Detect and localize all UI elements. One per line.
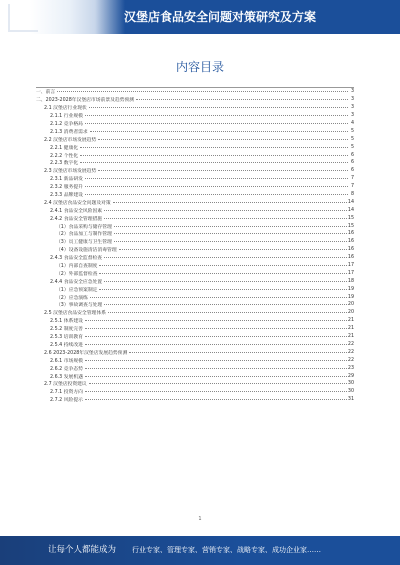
toc-entry-text: 2.2.2 个性化	[50, 153, 79, 159]
toc-entry-text: 2.3.1 新品研发	[50, 177, 83, 183]
toc-entry-page: 14	[347, 199, 354, 205]
toc-leader-dots	[90, 297, 347, 298]
toc-entry[interactable]	[36, 135, 354, 143]
table-of-contents	[36, 88, 354, 404]
toc-leader-dots	[104, 210, 347, 211]
toc-leader-dots	[104, 257, 347, 258]
toc-leader-dots	[98, 170, 348, 171]
toc-entry-page: 7	[350, 184, 354, 190]
toc-entry-text: 2.1.1 行业规模	[50, 114, 83, 120]
toc-entry-page: 17	[347, 270, 354, 276]
toc-entry[interactable]	[36, 396, 354, 404]
toc-entry-page: 5	[350, 128, 354, 134]
toc-entry[interactable]	[36, 112, 354, 120]
footer-slogan: 让每个人都能成为	[48, 545, 117, 555]
toc-entry-page: 23	[347, 365, 354, 371]
toc-entry[interactable]	[36, 191, 354, 199]
toc-entry[interactable]	[36, 341, 354, 349]
toc-entry-text: （1）应急预案制定	[56, 287, 98, 293]
toc-leader-dots	[104, 281, 347, 282]
toc-entry-page: 18	[347, 278, 354, 284]
toc-entry[interactable]	[36, 285, 354, 293]
toc-entry-page: 6	[350, 168, 354, 174]
toc-entry-text: （4）设备设施清洁消毒管理	[56, 248, 117, 254]
toc-leader-dots	[114, 241, 347, 242]
toc-entry[interactable]	[36, 198, 354, 206]
toc-leader-dots	[99, 289, 346, 290]
toc-entry-page: 17	[347, 263, 354, 269]
toc-entry-page: 19	[347, 286, 354, 292]
toc-entry[interactable]	[36, 293, 354, 301]
toc-entry-page: 21	[347, 318, 354, 324]
toc-entry-page: 5	[350, 144, 354, 150]
toc-title: 内容目录	[175, 60, 224, 74]
toc-entry[interactable]	[36, 143, 354, 151]
toc-entry[interactable]	[36, 262, 354, 270]
toc-entry-text: （1）内部自查制度	[56, 264, 98, 270]
toc-entry-text: 2.4.4 食品安全应急处置	[50, 279, 103, 285]
toc-leader-dots	[85, 344, 347, 345]
toc-entry-page: 16	[347, 231, 354, 237]
toc-leader-dots	[98, 139, 348, 140]
toc-entry-text: 2.6 2023-2028年汉堡店发展趋势预测	[44, 350, 128, 356]
toc-entry[interactable]	[36, 348, 354, 356]
toc-entry[interactable]	[36, 269, 354, 277]
toc-entry-page: 19	[347, 294, 354, 300]
toc-leader-dots	[85, 186, 348, 187]
toc-entry-text: 2.6.3 发展机遇	[50, 374, 83, 380]
toc-leader-dots	[85, 194, 348, 195]
toc-leader-dots	[90, 131, 348, 132]
toc-entry-page: 21	[347, 334, 354, 340]
toc-entry[interactable]	[36, 333, 354, 341]
toc-entry-text: 2.2 汉堡店市场发展趋势	[44, 137, 97, 143]
toc-entry[interactable]	[36, 238, 354, 246]
toc-entry-page: 15	[347, 223, 354, 229]
toc-leader-dots	[85, 320, 347, 321]
toc-entry[interactable]	[36, 309, 354, 317]
toc-leader-dots	[85, 123, 348, 124]
toc-entry-text: 2.5.3 培训教育	[50, 335, 83, 341]
toc-entry-text: 2.4 汉堡店食品安全问题及对策	[44, 200, 111, 206]
toc-entry[interactable]	[36, 151, 354, 159]
toc-entry-text: 2.7.2 风险提示	[50, 398, 83, 404]
toc-entry-page: 16	[347, 247, 354, 253]
toc-leader-dots	[85, 336, 347, 337]
toc-entry-text: 2.2.1 健康化	[50, 145, 79, 151]
toc-entry-text: （2）外部监督检查	[56, 271, 98, 277]
toc-entry[interactable]	[36, 388, 354, 396]
toc-entry-page: 3	[350, 113, 354, 119]
toc-leader-dots	[85, 368, 347, 369]
toc-leader-dots	[99, 273, 346, 274]
toc-entry-page: 22	[347, 341, 354, 347]
toc-entry-text: 2.6.2 竞争态势	[50, 366, 83, 372]
toc-entry-page: 3	[350, 105, 354, 111]
toc-entry-text: 一、前言	[36, 90, 56, 96]
toc-leader-dots	[57, 91, 348, 92]
toc-entry[interactable]	[36, 254, 354, 262]
document-title: 汉堡店食品安全问题对策研究及方案	[123, 10, 316, 24]
toc-entry-page: 8	[350, 192, 354, 198]
toc-leader-dots	[80, 162, 348, 163]
toc-entry-text: 2.6.1 市场规模	[50, 358, 83, 364]
toc-entry[interactable]	[36, 175, 354, 183]
toc-entry[interactable]	[36, 104, 354, 112]
toc-leader-dots	[113, 202, 347, 203]
toc-leader-dots	[99, 265, 346, 266]
toc-entry-text: 2.5.2 制度完善	[50, 327, 83, 333]
toc-entry-text: 2.7.1 投资方向	[50, 390, 83, 396]
toc-leader-dots	[129, 352, 347, 353]
toc-entry[interactable]	[36, 301, 354, 309]
toc-entry-page: 22	[347, 357, 354, 363]
toc-leader-dots	[85, 360, 347, 361]
toc-entry-page: 4	[350, 121, 354, 126]
toc-entry[interactable]	[36, 214, 354, 222]
toc-leader-dots	[85, 399, 347, 400]
toc-entry-text: 2.4.3 食品安全监督检查	[50, 256, 103, 262]
toc-leader-dots	[85, 376, 347, 377]
toc-entry-text: 2.5.4 持续改进	[50, 342, 83, 348]
toc-entry-text: 2.3 汉堡店市场发展趋势	[44, 169, 97, 175]
toc-entry[interactable]	[36, 222, 354, 230]
toc-entry[interactable]	[36, 88, 354, 96]
toc-entry-text: 2.4.1 食品安全风险因素	[50, 208, 103, 214]
toc-entry-text: （3）员工健康与卫生管理	[56, 240, 112, 246]
toc-leader-dots	[104, 304, 347, 305]
toc-entry-text: 2.1.2 竞争格局	[50, 122, 83, 127]
toc-entry-page: 21	[347, 326, 354, 332]
toc-entry[interactable]	[36, 364, 354, 372]
toc-leader-dots	[89, 107, 348, 108]
toc-leader-dots	[80, 147, 348, 148]
toc-entry-page: 30	[347, 389, 354, 395]
toc-leader-dots	[85, 328, 347, 329]
toc-entry-page: 15	[347, 215, 354, 221]
toc-entry-text: 2.7 汉堡店投资建议	[44, 382, 87, 388]
toc-entry-text: 二、2023-2028年汉堡店市场前景及趋势预测	[36, 98, 135, 104]
toc-entry-text: 2.3.3 品牌建设	[50, 193, 83, 199]
toc-leader-dots	[104, 218, 347, 219]
toc-entry-page: 16	[347, 255, 354, 261]
toc-entry[interactable]	[36, 372, 354, 380]
toc-entry-text: （1）食品采购与储存管理	[56, 224, 112, 230]
toc-leader-dots	[89, 383, 347, 384]
toc-entry-page: 20	[347, 302, 354, 308]
toc-entry[interactable]	[36, 246, 354, 254]
footer-roles: 行业专家、管理专家、营销专家、战略专家、成功企业家……	[132, 546, 321, 554]
toc-entry-page: 30	[347, 381, 354, 387]
toc-entry-page: 3	[350, 97, 354, 103]
toc-entry-text: （3）事故调查与处理	[56, 303, 103, 309]
toc-entry-page: 3	[350, 89, 354, 95]
toc-entry[interactable]	[36, 159, 354, 167]
toc-entry[interactable]	[36, 127, 354, 135]
toc-entry-page: 16	[347, 239, 354, 245]
toc-entry-text: （2）应急演练	[56, 295, 88, 301]
toc-entry[interactable]	[36, 230, 354, 238]
toc-entry-text: 2.4.2 食品安全管理措施	[50, 216, 103, 222]
toc-entry[interactable]	[36, 183, 354, 191]
toc-entry-page: 20	[347, 310, 354, 316]
toc-entry-page: 7	[350, 176, 354, 182]
toc-entry[interactable]	[36, 96, 354, 104]
toc-leader-dots	[108, 312, 347, 313]
toc-entry-text: 2.1.3 消费者需求	[50, 129, 88, 135]
toc-entry-text: 2.5.1 体系建设	[50, 319, 83, 325]
toc-leader-dots	[85, 115, 348, 116]
toc-entry[interactable]	[36, 325, 354, 333]
toc-entry-text: （2）食品加工与制作管理	[56, 232, 112, 238]
toc-entry-page: 6	[350, 152, 354, 158]
toc-entry-text: 2.2.3 数字化	[50, 161, 79, 167]
toc-entry[interactable]	[36, 206, 354, 214]
toc-leader-dots	[80, 155, 348, 156]
toc-leader-dots	[136, 99, 348, 100]
toc-entry-page: 22	[347, 349, 354, 355]
toc-leader-dots	[114, 233, 347, 234]
toc-entry[interactable]	[36, 317, 354, 325]
toc-leader-dots	[85, 178, 348, 179]
toc-entry-page: 6	[350, 160, 354, 166]
toc-entry-text: 2.1 汉堡店行业现状	[44, 106, 87, 112]
toc-leader-dots	[114, 226, 347, 227]
toc-entry-page: 31	[347, 397, 354, 403]
toc-entry[interactable]	[36, 380, 354, 388]
toc-entry-page: 5	[350, 136, 354, 142]
toc-entry-page: 29	[347, 373, 354, 379]
toc-leader-dots	[85, 391, 347, 392]
toc-entry-text: 2.5 汉堡店食品安全管理体系	[44, 311, 106, 317]
toc-entry-text: 2.3.2 服务提升	[50, 185, 83, 191]
toc-entry[interactable]	[36, 120, 354, 128]
toc-entry[interactable]	[36, 167, 354, 175]
toc-entry-page: 14	[347, 207, 354, 213]
toc-entry[interactable]	[36, 356, 354, 364]
toc-leader-dots	[119, 249, 347, 250]
toc-entry[interactable]	[36, 277, 354, 285]
page-number: 1	[198, 516, 202, 522]
